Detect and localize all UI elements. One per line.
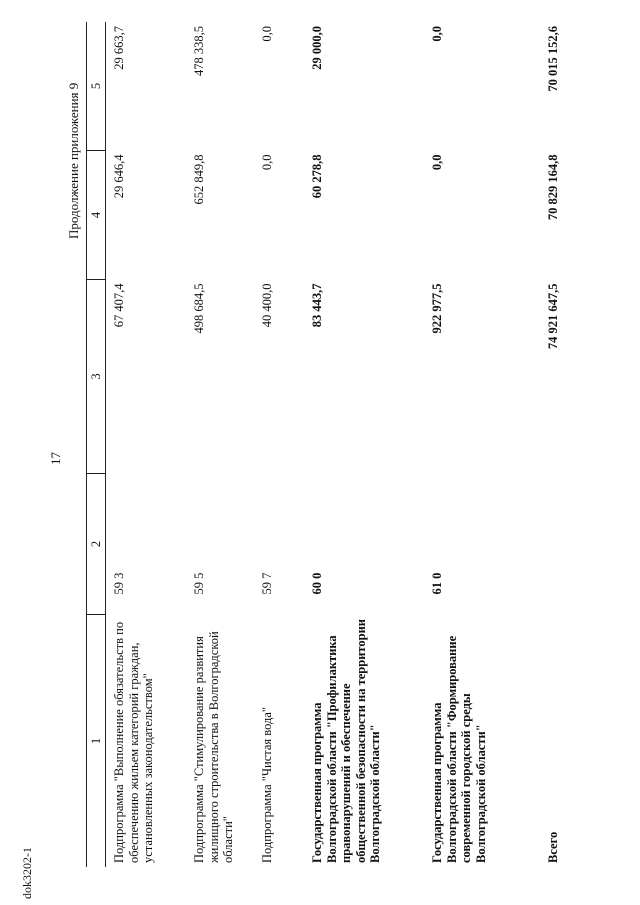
row-code: 59 3 [112,572,126,595]
table-row [424,22,540,867]
row-code: 60 0 [310,572,324,595]
row-code: 59 7 [260,572,274,595]
row-name: Подпрограмма "Чистая вода" [260,706,274,863]
row-name: Государственная программа Волгоградской области "Профилактика правонарушений и обеспечение общественной безопасности на территории Волгоградской области" [310,619,383,863]
table-header-row [87,22,106,867]
row-value-5: 0,0 [430,26,444,42]
page-number: 17 [48,452,63,465]
row-code: 59 5 [192,572,206,595]
row-value-4: 652 849,8 [192,154,206,205]
row-code: 61 0 [430,572,444,595]
row-value-4: 29 646,4 [112,154,126,199]
header-col-1: 1 [87,615,106,868]
row-value-5: 478 338,5 [192,26,206,76]
row-name: Всего [546,831,560,863]
table-row-total [540,22,586,867]
header-col-2: 2 [87,474,106,615]
row-value-3: 498 684,5 [192,283,206,334]
document-code: dok3202-1 [20,847,34,899]
budget-table [86,22,586,867]
table-row [186,22,254,867]
table-row [304,22,424,867]
row-value-4: 70 829 164,8 [546,154,560,221]
row-code [540,474,586,615]
table-row [254,22,304,867]
header-col-4: 4 [87,151,106,280]
row-value-5: 29 663,7 [112,26,126,70]
continuation-title: Продолжение приложения 9 [66,82,81,239]
row-value-4: 0,0 [430,154,444,171]
row-name: Подпрограмма "Стимулирование развития жилищного строительства в Волгоградской области" [192,631,236,863]
row-value-3: 40 400,0 [260,283,274,328]
row-value-3: 83 443,7 [310,283,324,328]
row-value-4: 0,0 [260,154,274,171]
row-value-3: 74 921 647,5 [546,283,560,350]
header-col-3: 3 [87,280,106,474]
row-value-4: 60 278,8 [310,154,324,199]
row-value-3: 922 977,5 [430,283,444,334]
row-name: Подпрограмма "Выполнение обязательств по обеспечению жильем категорий граждан, установленных законодательством" [112,621,156,863]
row-value-5: 29 000,0 [310,26,324,70]
row-name: Государственная программа Волгоградской области "Формирование современной городской среды Волгоградской области" [430,635,488,863]
row-value-5: 70 015 152,6 [546,26,560,92]
header-col-5: 5 [87,22,106,151]
row-value-3: 67 407,4 [112,283,126,328]
row-value-5: 0,0 [260,26,274,42]
table-row [106,22,187,867]
